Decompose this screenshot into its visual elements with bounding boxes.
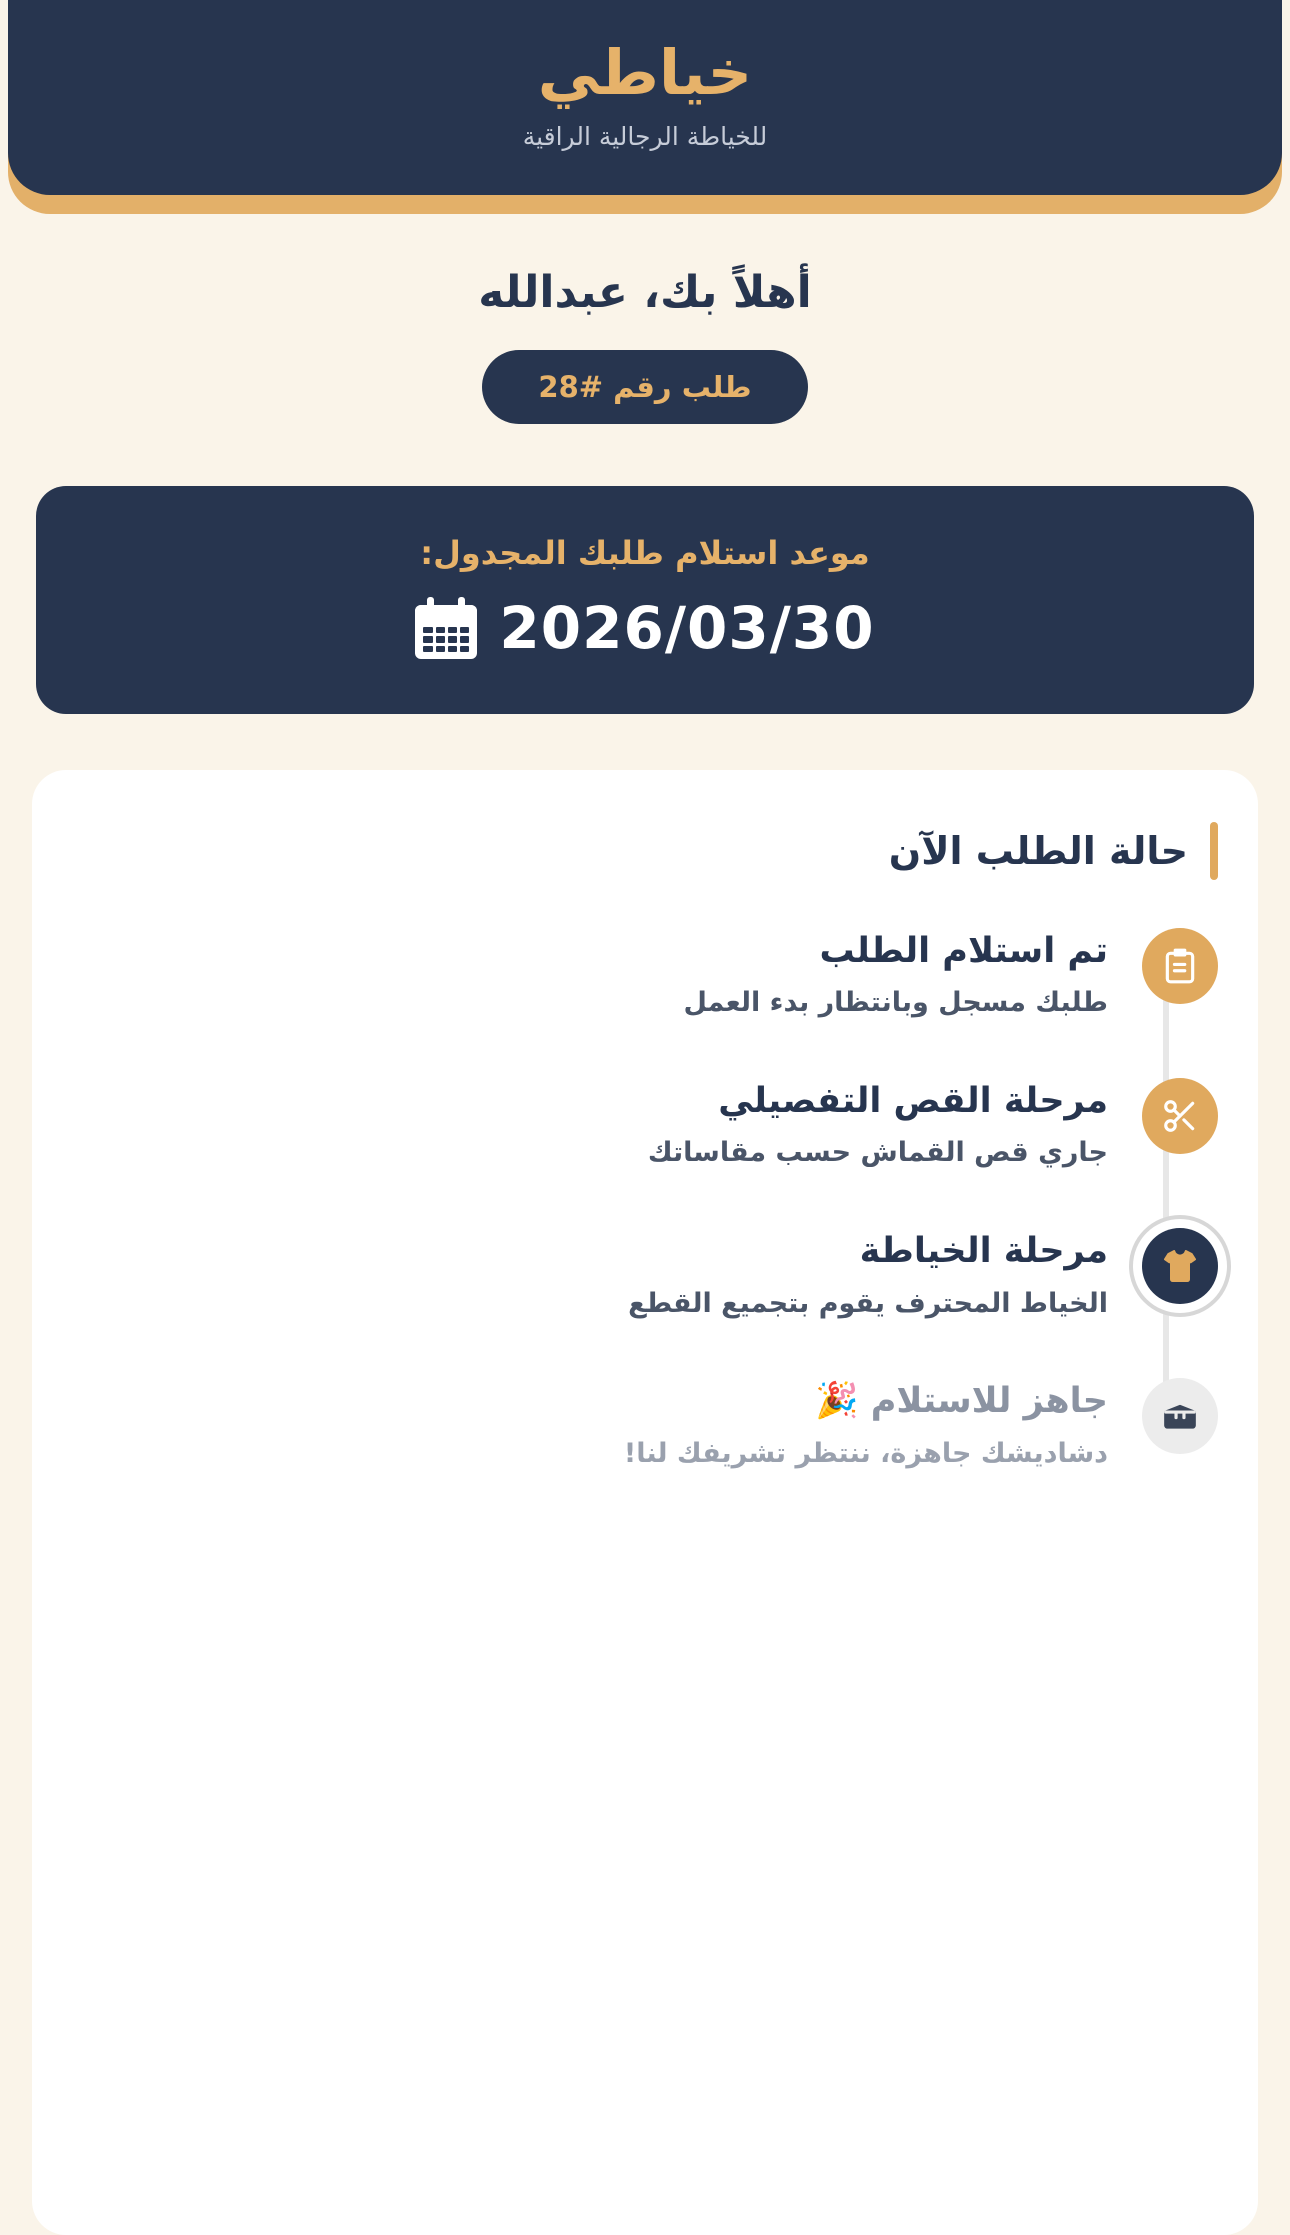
timeline-step-title: مرحلة الخياطة — [859, 1230, 1108, 1271]
status-title-row — [72, 822, 1218, 880]
timeline-step[interactable] — [72, 1378, 1218, 1472]
timeline-step[interactable] — [72, 1228, 1218, 1322]
order-number-badge[interactable]: طلب رقم #28 — [482, 350, 807, 424]
delivery-date-row — [66, 594, 1224, 662]
greeting-section — [0, 267, 1290, 424]
order-timeline — [72, 928, 1218, 1473]
timeline-step-text — [72, 1378, 1108, 1472]
delivery-date-value: 2026/03/30 — [499, 593, 875, 662]
timeline-step-text — [72, 928, 1108, 1022]
timeline-step-text — [72, 1228, 1108, 1322]
timeline-step-desc: دشاديشك جاهزة، ننتظر تشريفك لنا! — [623, 1437, 1108, 1469]
order-status-card — [32, 770, 1258, 2235]
app-header — [0, 0, 1290, 195]
timeline-step[interactable] — [72, 928, 1218, 1022]
calendar-icon — [415, 597, 477, 659]
timeline-step[interactable] — [72, 1078, 1218, 1172]
greeting-text: أهلاً بك، عبدالله — [478, 266, 812, 318]
brand-subtitle: للخياطة الرجالية الراقية — [522, 121, 768, 151]
status-accent-bar — [1210, 822, 1218, 880]
timeline-connector — [1163, 968, 1169, 1433]
timeline-step-desc: جاري قص القماش حسب مقاساتك — [647, 1137, 1108, 1169]
brand-title: خياطي — [537, 36, 753, 109]
status-title: حالة الطلب الآن — [888, 828, 1188, 873]
timeline-step-title: مرحلة القص التفصيلي — [718, 1080, 1108, 1121]
clipboard-icon — [1142, 928, 1218, 1004]
header-panel — [8, 0, 1282, 195]
timeline-step-desc: الخياط المحترف يقوم بتجميع القطع — [628, 1287, 1108, 1319]
delivery-label: موعد استلام طلبك المجدول: — [420, 533, 870, 572]
timeline-step-title: جاهز للاستلام 🎉 — [814, 1381, 1108, 1422]
timeline-step-title: تم استلام الطلب — [819, 930, 1108, 971]
timeline-step-text — [72, 1078, 1108, 1172]
timeline-step-desc: طلبك مسجل وبانتظار بدء العمل — [683, 987, 1108, 1019]
tshirt-icon — [1142, 1228, 1218, 1304]
box-icon — [1142, 1378, 1218, 1454]
scissors-icon — [1142, 1078, 1218, 1154]
delivery-date-card — [36, 486, 1254, 714]
